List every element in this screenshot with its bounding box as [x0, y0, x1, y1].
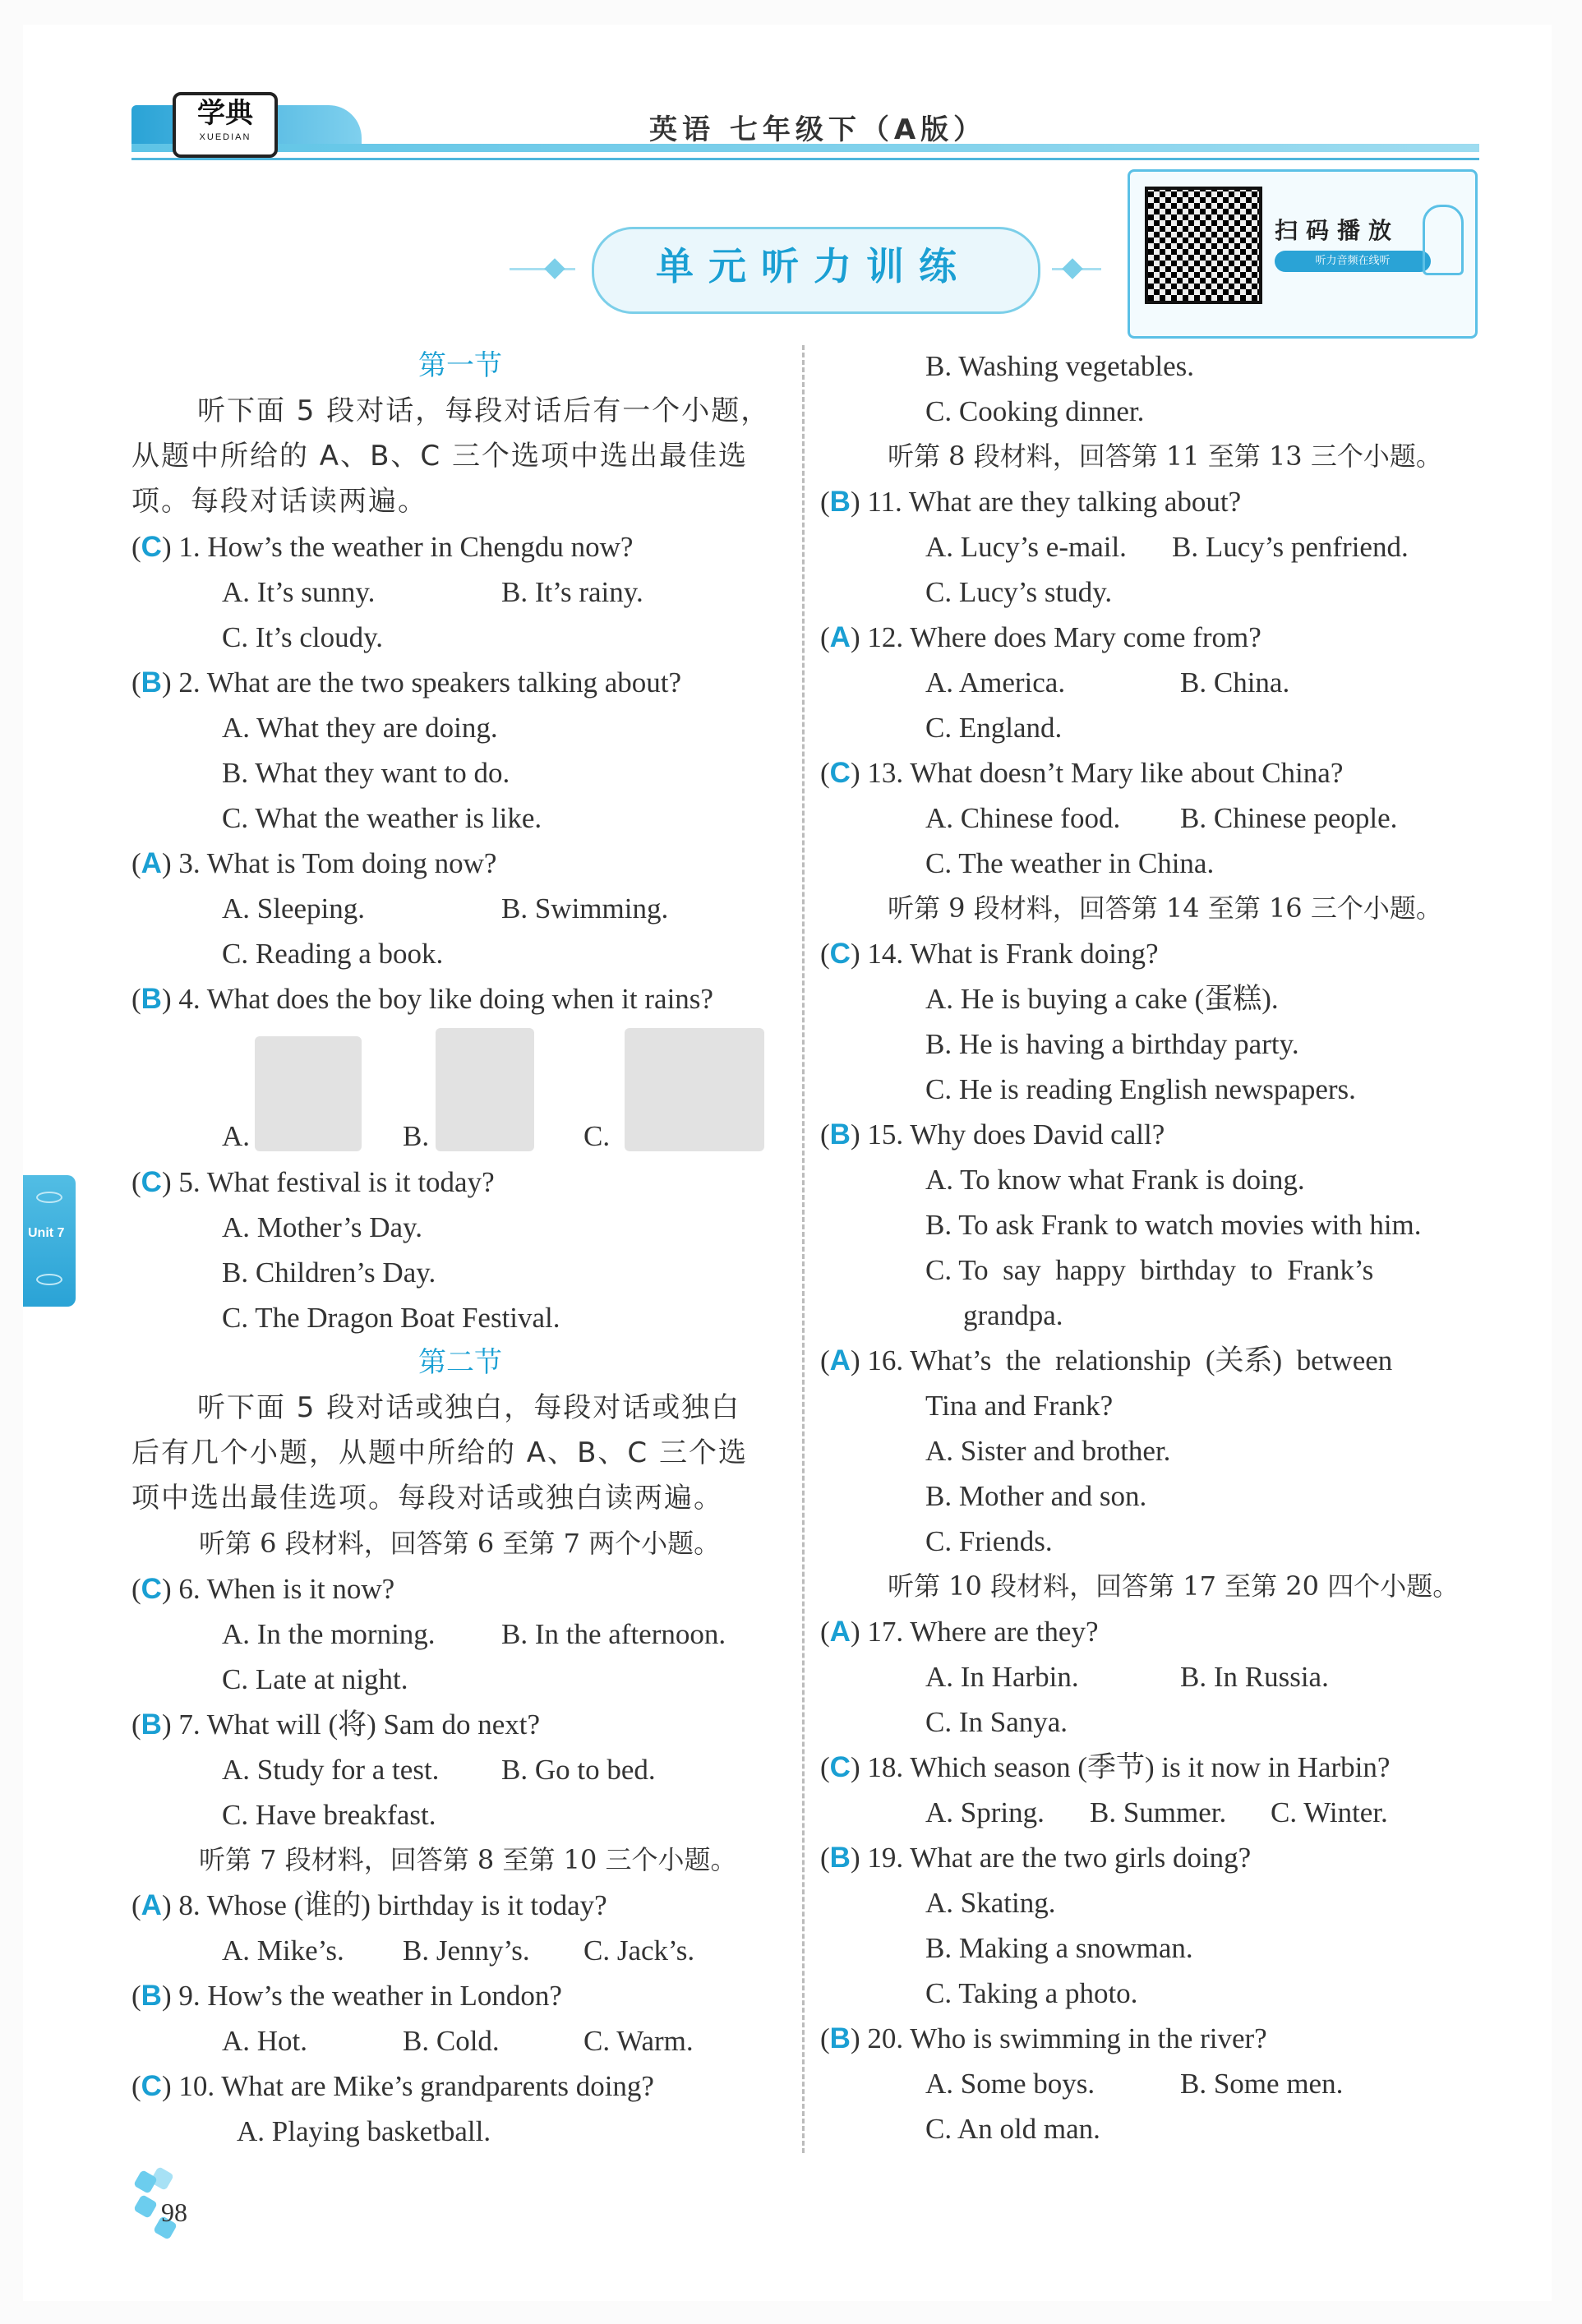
answer-mark: A — [141, 847, 162, 879]
option-c: C. An old man. — [925, 2113, 1100, 2145]
option-a: A. Mike’s. — [222, 1934, 344, 1967]
option-a: A. Spring. — [925, 1796, 1045, 1828]
option-a: A. Lucy’s e-mail. — [925, 531, 1127, 563]
option-row — [820, 2061, 1487, 2106]
question-6: (C) 6. When is it now? — [131, 1573, 395, 1605]
picture-label-c: C. — [583, 1120, 611, 1152]
option-b: B. It’s rainy. — [501, 576, 643, 608]
option-b: B. Chinese people. — [1180, 802, 1398, 834]
question-12: (A) 12. Where does Mary come from? — [820, 621, 1261, 653]
option-c: C. Warm. — [583, 2025, 694, 2057]
question-stem: 12. Where does Mary come from? — [867, 621, 1261, 653]
option-a: A. He is buying a cake (蛋糕). — [925, 983, 1279, 1015]
option-row — [131, 1747, 789, 1792]
question-1: (C) 1. How’s the weather in Chengdu now? — [131, 531, 634, 563]
option-b: B. To ask Frank to watch movies with him. — [925, 1209, 1422, 1241]
option-b: B. Mother and son. — [925, 1480, 1147, 1512]
instruction-line: 项。每段对话读两遍。 — [131, 485, 427, 518]
right-column — [820, 344, 1487, 2151]
question-19: (B) 19. What are the two girls doing? — [820, 1842, 1252, 1874]
option-a: A. What they are doing. — [222, 712, 498, 744]
option-a: A. Sleeping. — [222, 892, 366, 925]
option-a: A. In the morning. — [222, 1618, 436, 1650]
option-row — [131, 2018, 789, 2063]
instruction-line: 从题中所给的 A、B、C 三个选项中选出最佳选 — [131, 440, 748, 473]
answer-mark: A — [141, 1889, 162, 1921]
option-a: A. To know what Frank is doing. — [925, 1164, 1305, 1196]
answer-mark: C — [829, 1751, 851, 1783]
option-c: C. To say happy birthday to Frank’s — [925, 1254, 1374, 1286]
option-c: C. Late at night. — [222, 1663, 408, 1695]
question-stem: 9. How’s the weather in London? — [178, 1980, 562, 2012]
qr-sublabel: 听力音频在线听 — [1275, 251, 1431, 272]
picture-reading-boy — [625, 1028, 764, 1151]
answer-mark: B — [829, 1118, 851, 1150]
question-stem: 8. Whose (谁的) birthday is it today? — [178, 1889, 607, 1921]
option-c: C. Reading a book. — [222, 938, 444, 970]
page-number: 98 — [161, 2197, 187, 2227]
option-a: A. Some boys. — [925, 2068, 1095, 2100]
answer-mark: C — [141, 531, 162, 563]
unit-side-tab — [23, 1175, 76, 1307]
header-rule — [131, 158, 1479, 160]
option-c: C. Winter. — [1271, 1796, 1388, 1828]
answer-mark: B — [141, 1708, 162, 1741]
option-row — [131, 1928, 789, 1973]
question-stem: 13. What doesn’t Mary like about China? — [867, 757, 1344, 789]
question-stem: 18. Which season (季节) is it now in Harbin? — [867, 1751, 1391, 1783]
option-c: C. It’s cloudy. — [222, 621, 384, 653]
option-a: A. Sister and brother. — [925, 1435, 1171, 1467]
question-stem: 17. Where are they? — [867, 1616, 1099, 1648]
question-16: (A) 16. What’s the relationship (关系) between — [820, 1344, 1393, 1376]
option-a: A. In Harbin. — [925, 1661, 1079, 1693]
option-c: C. Lucy’s study. — [925, 576, 1113, 608]
answer-mark: A — [829, 1344, 851, 1376]
question-5: (C) 5. What festival is it today? — [131, 1166, 495, 1198]
instruction-line: 项中选出最佳选项。每段对话或独白读两遍。 — [131, 1482, 723, 1515]
option-row — [820, 1790, 1487, 1835]
question-8: (A) 8. Whose (谁的) birthday is it today? — [131, 1889, 607, 1921]
question-11: (B) 11. What are they talking about? — [820, 486, 1242, 518]
question-10: (C) 10. What are Mike’s grandparents doing? — [131, 2070, 654, 2102]
question-4: (B) 4. What does the boy like doing when it rains? — [131, 983, 713, 1015]
question-9: (B) 9. How’s the weather in London? — [131, 1980, 562, 2012]
option-a: A. America. — [925, 666, 1066, 699]
option-a: A. Mother’s Day. — [222, 1211, 422, 1243]
option-c: C. Have breakfast. — [222, 1799, 436, 1831]
instruction-line: 听下面 5 段对话或独白，每段对话或独白 — [197, 1391, 741, 1424]
option-b: B. Go to bed. — [501, 1754, 656, 1786]
question-3: (A) 3. What is Tom doing now? — [131, 847, 497, 879]
question-stem: 3. What is Tom doing now? — [178, 847, 497, 879]
question-stem: 16. What’s the relationship (关系) between — [867, 1344, 1393, 1376]
option-b: B. Lucy’s penfriend. — [1172, 531, 1409, 563]
instruction-line: 后有几个小题，从题中所给的 A、B、C 三个选 — [131, 1436, 748, 1469]
option-c: C. Friends. — [925, 1525, 1053, 1557]
option-b: B. What they want to do. — [222, 757, 510, 789]
picture-painting-boy — [436, 1028, 534, 1151]
question-7: (B) 7. What will (将) Sam do next? — [131, 1708, 541, 1741]
option-a: A. It’s sunny. — [222, 576, 376, 608]
picture-label-b: B. — [403, 1120, 430, 1152]
option-c: C. The Dragon Boat Festival. — [222, 1302, 560, 1334]
question-13: (C) 13. What doesn’t Mary like about China? — [820, 757, 1344, 789]
wave-icon — [36, 1192, 62, 1203]
option-b: B. In the afternoon. — [501, 1618, 726, 1650]
answer-mark: C — [829, 757, 851, 789]
option-b: B. Summer. — [1090, 1796, 1227, 1828]
option-b: B. Jenny’s. — [403, 1934, 530, 1967]
unit-banner — [542, 219, 1085, 317]
answer-mark: C — [141, 2070, 162, 2102]
book-title: 英语 七年级下（A版） — [649, 113, 987, 146]
question-20: (B) 20. Who is swimming in the river? — [820, 2022, 1267, 2054]
option-row — [131, 1612, 789, 1657]
side-tab-label: Unit 7 — [28, 1226, 65, 1240]
option-row — [820, 795, 1487, 841]
answer-mark: B — [141, 1980, 162, 2012]
option-b: B. Making a snowman. — [925, 1932, 1193, 1964]
left-column — [131, 344, 789, 2154]
option-b: B. Some men. — [1180, 2068, 1344, 2100]
option-c: C. In Sanya. — [925, 1706, 1068, 1738]
question-stem: 14. What is Frank doing? — [867, 938, 1159, 970]
option-b: B. Children’s Day. — [222, 1257, 436, 1289]
answer-mark: A — [829, 1616, 851, 1648]
answer-mark: C — [141, 1166, 162, 1198]
question-stem: 1. How’s the weather in Chengdu now? — [178, 531, 634, 563]
qr-audio-box[interactable] — [1128, 169, 1478, 339]
option-a: A. Chinese food. — [925, 802, 1121, 834]
option-b: B. He is having a birthday party. — [925, 1028, 1299, 1060]
answer-mark: B — [829, 486, 851, 518]
qr-label: 扫码播放 — [1275, 217, 1400, 244]
answer-mark: B — [141, 666, 162, 699]
option-c: C. What the weather is like. — [222, 802, 542, 834]
qr-code-icon[interactable] — [1145, 187, 1262, 304]
column-divider — [802, 345, 805, 2153]
section-title: 第二节 — [418, 1346, 502, 1379]
instruction-line: 听下面 5 段对话，每段对话后有一个小题， — [197, 394, 771, 427]
question-2: (B) 2. What are the two speakers talking about? — [131, 666, 681, 699]
question-stem: 6. When is it now? — [178, 1573, 395, 1605]
option-b: B. Swimming. — [501, 892, 669, 925]
material-note: 听第 10 段材料，回答第 17 至第 20 四个小题。 — [888, 1570, 1460, 1602]
question-stem: 10. What are Mike’s grandparents doing? — [178, 2070, 654, 2102]
option-b: B. China. — [1180, 666, 1290, 699]
question-stem: 5. What festival is it today? — [178, 1166, 495, 1198]
option-a: A. Study for a test. — [222, 1754, 440, 1786]
question-14: (C) 14. What is Frank doing? — [820, 938, 1159, 970]
option-a: A. Skating. — [925, 1887, 1056, 1919]
question-18: (C) 18. Which season (季节) is it now in Harbin? — [820, 1751, 1391, 1783]
question-stem: 15. Why does David call? — [867, 1118, 1165, 1150]
question-stem: 19. What are the two girls doing? — [867, 1842, 1252, 1874]
answer-mark: C — [829, 938, 851, 970]
question-15: (B) 15. Why does David call? — [820, 1118, 1165, 1150]
answer-mark: C — [141, 1573, 162, 1605]
logo-subtext: XUEDIAN — [199, 132, 251, 142]
option-c: C. England. — [925, 712, 1063, 744]
answer-mark: B — [141, 983, 162, 1015]
logo-text: 学典 — [197, 97, 253, 130]
option-row — [131, 569, 789, 615]
question-stem: 7. What will (将) Sam do next? — [178, 1708, 541, 1741]
listening-head-icon — [1423, 205, 1464, 275]
option-b: B. In Russia. — [1180, 1661, 1329, 1693]
banner-title: 单元听力训练 — [656, 244, 971, 288]
publisher-logo — [173, 92, 278, 158]
material-note: 听第 8 段材料，回答第 11 至第 13 三个小题。 — [888, 440, 1442, 472]
option-a: A. Hot. — [222, 2025, 308, 2057]
answer-mark: B — [829, 2022, 851, 2054]
option-row — [820, 1654, 1487, 1699]
question-stem: 11. What are they talking about? — [867, 486, 1242, 518]
picture-tv-boy — [255, 1036, 362, 1151]
question-stem-continued: Tina and Frank? — [925, 1390, 1114, 1422]
option-c: C. Taking a photo. — [925, 1977, 1138, 2009]
option-b: B. Cold. — [403, 2025, 500, 2057]
question-stem: 2. What are the two speakers talking about? — [178, 666, 681, 699]
material-note: 听第 7 段材料，回答第 8 至第 10 三个小题。 — [199, 1844, 737, 1875]
answer-mark: A — [829, 621, 851, 653]
option-c-continued: grandpa. — [963, 1299, 1063, 1331]
wave-icon — [36, 1274, 62, 1285]
option-row — [131, 886, 789, 931]
option-row — [820, 524, 1487, 569]
material-note: 听第 6 段材料，回答第 6 至第 7 两个小题。 — [199, 1528, 721, 1559]
option-b: B. Washing vegetables. — [925, 350, 1195, 382]
section-title: 第一节 — [418, 349, 502, 382]
banner-diamond-left — [544, 258, 565, 279]
option-a: A. Playing basketball. — [237, 2115, 491, 2147]
option-c: C. The weather in China. — [925, 847, 1215, 879]
option-c: C. Cooking dinner. — [925, 395, 1145, 427]
picture-options — [131, 1021, 789, 1160]
option-c: C. Jack’s. — [583, 1934, 695, 1967]
option-c: C. He is reading English newspapers. — [925, 1073, 1356, 1105]
question-17: (A) 17. Where are they? — [820, 1616, 1099, 1648]
banner-diamond-right — [1062, 258, 1082, 279]
answer-mark: B — [829, 1842, 851, 1874]
material-note: 听第 9 段材料，回答第 14 至第 16 三个小题。 — [888, 892, 1442, 924]
question-stem: 20. Who is swimming in the river? — [867, 2022, 1267, 2054]
option-row — [820, 660, 1487, 705]
question-stem: 4. What does the boy like doing when it rains? — [178, 983, 713, 1015]
picture-label-a: A. — [222, 1120, 251, 1152]
